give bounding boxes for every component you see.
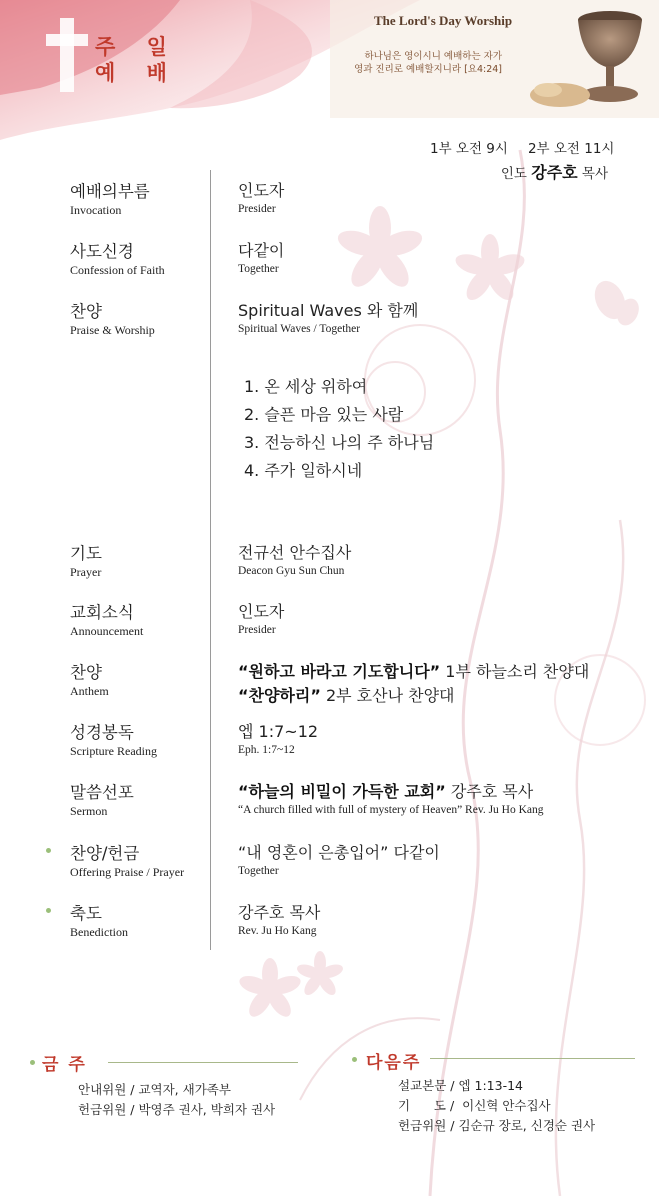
this-week-line: 안내위원 / 교역자, 새가족부 — [78, 1082, 231, 1097]
this-week-line: 헌금위원 / 박영주 권사, 박희자 권사 — [78, 1102, 276, 1117]
anthem-choir-1: 1부 하늘소리 찬양대 — [440, 662, 590, 681]
this-week-title: 금 주 — [42, 1055, 87, 1075]
bullet-dot — [352, 1057, 357, 1062]
item-label-en: Announcement — [70, 624, 144, 638]
item-label-ko: 기도 — [70, 544, 102, 563]
anthem-title-2: “찬양하리” — [238, 686, 321, 705]
sermon-preacher: 강주호 목사 — [445, 782, 534, 801]
song-item: 2. 슬픈 마음 있는 사람 — [244, 405, 404, 424]
item-value-en: Eph. 1:7~12 — [238, 744, 295, 756]
item-label-en: Benediction — [70, 925, 128, 939]
bullet-dot — [30, 1060, 35, 1065]
item-label-en: Sermon — [70, 804, 108, 818]
title-line-1: 주 일 — [95, 35, 179, 59]
item-value-en: Deacon Gyu Sun Chun — [238, 565, 345, 577]
song-item: 4. 주가 일하시네 — [244, 461, 363, 480]
item-label-ko: 사도신경 — [70, 242, 134, 261]
presider-name: 강주호 — [531, 163, 578, 182]
item-value-en: Together — [238, 263, 279, 275]
item-value — [238, 659, 589, 682]
item-label-ko: 성경봉독 — [70, 723, 134, 742]
item-label-ko: 예배의부름 — [70, 182, 150, 201]
item-label-ko: 교회소식 — [70, 603, 134, 622]
item-label-ko: 찬양 — [70, 663, 102, 682]
anthem-choir-2: 2부 호산나 찬양대 — [320, 686, 455, 705]
song-list — [244, 373, 434, 485]
verse-line-2: 영과 진리로 예배할지니라 [요4:24] — [354, 64, 502, 75]
song-item: 3. 전능하신 나의 주 하나님 — [244, 433, 435, 452]
title-line-2: 예 배 — [95, 61, 179, 85]
item-value-en: Rev. Ju Ho Kang — [238, 925, 317, 937]
item-label-en: Confession of Faith — [70, 263, 165, 277]
next-week-title: 다음주 — [366, 1053, 422, 1073]
anthem-title-1: “원하고 바라고 기도합니다” — [238, 662, 441, 681]
verse-line-1: 하나님은 영이시니 예배하는 자가 — [364, 51, 502, 62]
item-label-ko: 축도 — [70, 904, 102, 923]
second-service-time: 2부 오전 11시 — [527, 141, 615, 157]
next-week-rule — [430, 1058, 635, 1059]
item-value-en: Presider — [238, 203, 276, 215]
item-value: Spiritual Waves 와 함께 — [238, 301, 419, 320]
first-service-time: 1부 오전 9시 — [430, 141, 508, 157]
item-value: 엡 1:7~12 — [238, 722, 319, 741]
item-label-en: Anthem — [70, 684, 109, 698]
item-value: 인도자 — [238, 602, 285, 621]
item-label-en: Praise & Worship — [70, 323, 155, 337]
sermon-title: “하늘의 비밀이 가득한 교회” — [238, 782, 446, 801]
next-week-line: 설교본문 / 엡 1:13-14 — [398, 1078, 523, 1093]
item-label-ko: 말씀선포 — [70, 783, 134, 802]
bullet-dot — [46, 848, 51, 853]
item-label-ko: 찬양 — [70, 302, 102, 321]
presider-prefix: 인도 — [500, 166, 527, 182]
item-value-line-2 — [238, 683, 455, 706]
bullet-dot — [46, 908, 51, 913]
song-item: 1. 온 세상 위하여 — [244, 377, 368, 396]
item-value: “내 영혼이 은총입어” 다같이 — [238, 843, 440, 862]
item-value-en: “A church filled with full of mystery of Heaven” Rev. Ju Ho Kang — [238, 804, 544, 816]
item-label-en: Invocation — [70, 203, 122, 217]
this-week-rule — [108, 1062, 298, 1063]
item-value: 전규선 안수집사 — [238, 543, 352, 562]
presider-title: 목사 — [581, 166, 608, 182]
item-value: 인도자 — [238, 181, 285, 200]
item-value-en: Spiritual Waves / Together — [238, 323, 361, 335]
item-label-ko: 찬양/헌금 — [70, 844, 140, 863]
item-value-en: Together — [238, 865, 279, 877]
item-value — [238, 779, 533, 802]
english-title: The Lord's Day Worship — [374, 13, 513, 28]
item-value-en: Presider — [238, 624, 276, 636]
item-label-en: Offering Praise / Prayer — [70, 865, 185, 879]
next-week-line: 기 도 / 이신혁 안수집사 — [398, 1098, 551, 1113]
footer — [0, 1040, 659, 1190]
item-label-en: Prayer — [70, 565, 102, 579]
item-value: 강주호 목사 — [238, 903, 321, 922]
item-label-en: Scripture Reading — [70, 744, 157, 758]
next-week-line: 헌금위원 / 김순규 장로, 신경순 권사 — [398, 1118, 596, 1133]
item-value: 다같이 — [238, 241, 285, 260]
